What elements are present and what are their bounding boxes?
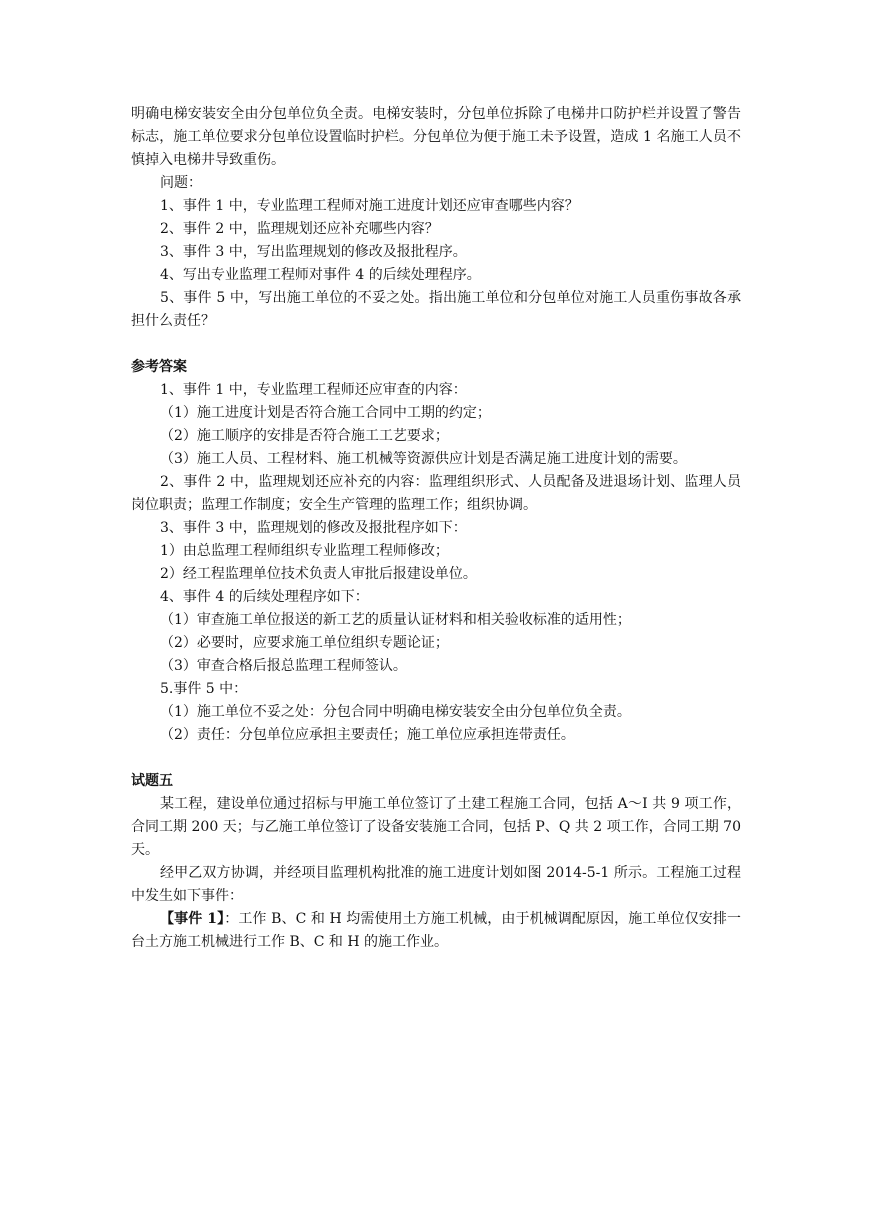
questions-label: 问题： bbox=[160, 175, 202, 191]
question-item-1: 1、事件 1 中，专业监理工程师对施工进度计划还应审查哪些内容？ bbox=[160, 198, 579, 214]
answer-1-item-3: （3）施工人员、工程材料、施工机械等资源供应计划是否满足施工进度计划的需要。 bbox=[160, 451, 687, 467]
answer-3-item-1: 1）由总监理工程师组织专业监理工程师修改； bbox=[160, 543, 449, 559]
question-item-2: 2、事件 2 中，监理规划还应补充哪些内容？ bbox=[160, 221, 439, 237]
question-5-event-1 bbox=[131, 908, 741, 954]
answer-4-item-3: （3）审查合格后报总监理工程师签认。 bbox=[160, 658, 407, 674]
intro-paragraph: 明确电梯安装安全由分包单位负全责。电梯安装时，分包单位拆除了电梯井口防护栏并设置了警告标志，施工单位要求分包单位设置临时护栏。分包单位为便于施工未予设置，造成 1 名施工人员不慎掉入电梯井导致重伤。 bbox=[131, 106, 741, 168]
question-item-5: 5、事件 5 中，写出施工单位的不妥之处。指出施工单位和分包单位对施工人员重伤事故各承担什么责任？ bbox=[131, 290, 741, 329]
answer-1-item-2: （2）施工顺序的安排是否符合施工工艺要求； bbox=[160, 428, 449, 444]
answer-3-lead: 3、事件 3 中，监理规划的修改及报批程序如下： bbox=[160, 520, 467, 536]
question-5-paragraph-1: 某工程，建设单位通过招标与甲施工单位签订了土建工程施工合同，包括 A～I 共 9 项工作，合同工期 200 天；与乙施工单位签订了设备安装施工合同，包括 P、Q 共 2 项工作，合同工期 70 天。 bbox=[131, 796, 741, 858]
document-body bbox=[131, 103, 741, 954]
answer-1-item-1: （1）施工进度计划是否符合施工合同中工期的约定； bbox=[160, 405, 491, 421]
answer-3-item-2: 2）经工程监理单位技术负责人审批后报建设单位。 bbox=[160, 566, 477, 582]
answer-1-lead: 1、事件 1 中，专业监理工程师还应审查的内容： bbox=[160, 382, 467, 398]
answers-heading: 参考答案 bbox=[131, 359, 187, 375]
answer-5-item-1: （1）施工单位不妥之处：分包合同中明确电梯安装安全由分包单位负全责。 bbox=[160, 704, 631, 720]
answer-4-lead: 4、事件 4 的后续处理程序如下： bbox=[160, 589, 369, 605]
answer-5-lead: 5.事件 5 中： bbox=[160, 681, 248, 697]
question-item-3: 3、事件 3 中，写出监理规划的修改及报批程序。 bbox=[160, 244, 467, 260]
event-1-text: ：工作 B、C 和 H 均需使用土方施工机械，由于机械调配原因，施工单位仅安排一台土方施工机械进行工作 B、C 和 H 的施工作业。 bbox=[131, 911, 741, 950]
question-item-4: 4、写出专业监理工程师对事件 4 的后续处理程序。 bbox=[160, 267, 481, 283]
question-5-paragraph-2: 经甲乙双方协调，并经项目监理机构批准的施工进度计划如图 2014-5-1 所示。工程施工过程中发生如下事件： bbox=[131, 865, 741, 904]
answer-2: 2、事件 2 中，监理规划还应补充的内容：监理组织形式、人员配备及进退场计划、监理人员岗位职责；监理工作制度；安全生产管理的监理工作；组织协调。 bbox=[131, 474, 741, 513]
answer-4-item-2: （2）必要时，应要求施工单位组织专题论证； bbox=[160, 635, 449, 651]
answer-4-item-1: （1）审查施工单位报送的新工艺的质量认证材料和相关验收标准的适用性； bbox=[160, 612, 631, 628]
question-5-heading: 试题五 bbox=[131, 773, 173, 789]
event-1-label: 【事件 1】 bbox=[160, 911, 225, 927]
answer-5-item-2: （2）责任：分包单位应承担主要责任；施工单位应承担连带责任。 bbox=[160, 727, 575, 743]
